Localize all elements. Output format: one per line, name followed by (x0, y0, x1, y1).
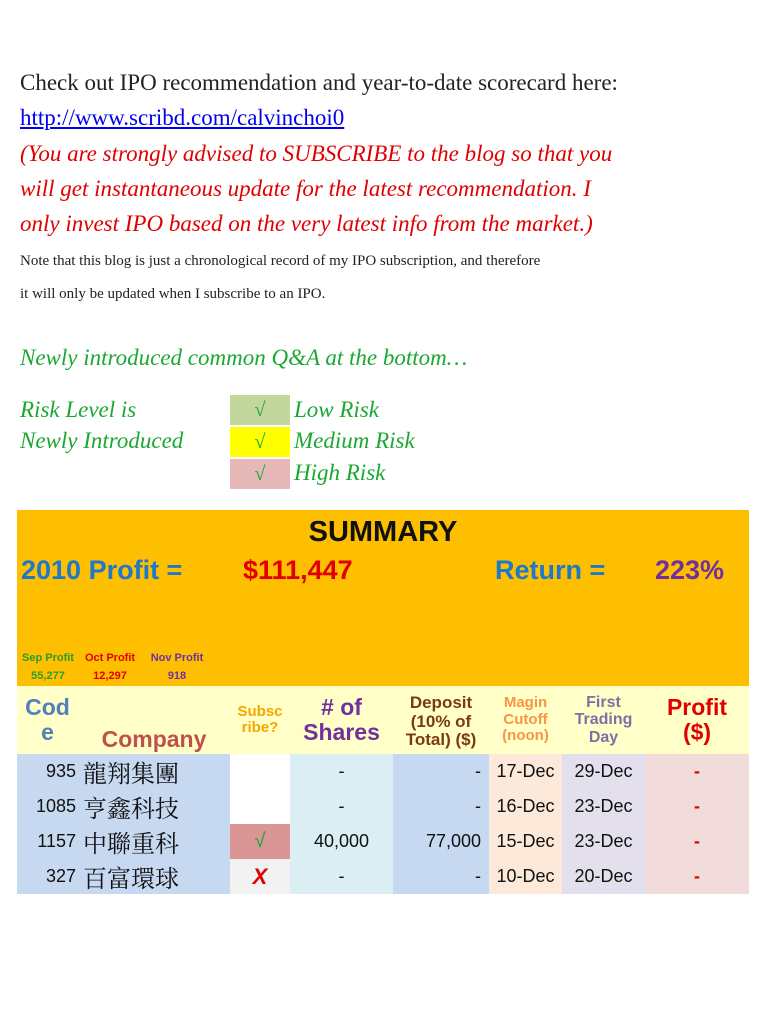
summary-title: SUMMARY (308, 516, 458, 548)
nov-profit-label: Nov Profit (150, 652, 204, 664)
table-row (17, 859, 749, 894)
header-subscribe: Subsc ribe? (237, 702, 283, 736)
nov-profit-value: 918 (167, 670, 187, 682)
cell-profit: - (645, 859, 749, 894)
cell-subscribe: X (230, 859, 290, 894)
advice-line-3: only invest IPO based on the very latest info from the market.) (20, 211, 593, 236)
cell-cutoff: 10-Dec (489, 859, 562, 894)
cell-profit: - (645, 754, 749, 789)
qa-text: Newly introduced common Q&A at the bottom… (20, 345, 468, 370)
cell-code: 1157 (17, 824, 78, 859)
return-label: Return = (495, 555, 606, 585)
oct-profit-label: Oct Profit (84, 652, 136, 664)
low-risk-swatch: √ (230, 395, 290, 425)
profit-label: 2010 Profit = (21, 555, 183, 585)
header-trading-day: First Trading Day (574, 693, 633, 746)
high-risk-swatch: √ (230, 459, 290, 489)
cell-deposit: 77,000 (393, 824, 489, 859)
cell-deposit: - (393, 789, 489, 824)
cell-deposit: - (393, 754, 489, 789)
cell-trading-day: 23-Dec (562, 789, 645, 824)
cell-deposit: - (393, 859, 489, 894)
legend-label-new: Newly Introduced (20, 428, 184, 453)
header-cutoff: Magin Cutoff (noon) (502, 694, 549, 745)
cell-subscribe: √ (230, 824, 290, 859)
table-row (17, 824, 749, 859)
advice-line-2: will get instantaneous update for the latest recommendation. I (20, 176, 591, 201)
header-company: Company (101, 725, 207, 752)
legend-label-risk: Risk Level is (20, 397, 137, 422)
cell-shares: - (290, 754, 393, 789)
medium-risk-label: Medium Risk (294, 428, 415, 453)
cell-subscribe (230, 789, 290, 824)
cell-company: 龍翔集團 (78, 754, 230, 789)
cell-shares: - (290, 859, 393, 894)
header-shares: # of Shares (303, 693, 380, 745)
note-line-1: Note that this blog is just a chronological record of my IPO subscription, and therefore (20, 253, 541, 269)
sep-profit-value: 55,277 (31, 670, 65, 682)
table-header (17, 686, 749, 754)
header-deposit: Deposit (10% of Total) ($) (405, 692, 477, 750)
intro-text: Check out IPO recommendation and year-to-date scorecard here: (20, 70, 618, 95)
table-row (17, 789, 749, 824)
note-line-2: it will only be updated when I subscribe to an IPO. (20, 286, 326, 302)
cell-cutoff: 17-Dec (489, 754, 562, 789)
cell-trading-day: 29-Dec (562, 754, 645, 789)
oct-profit-value: 12,297 (93, 670, 127, 682)
advice-line-1: (You are strongly advised to SUBSCRIBE to the blog so that you (20, 141, 613, 166)
cell-cutoff: 16-Dec (489, 789, 562, 824)
cell-profit: - (645, 824, 749, 859)
high-risk-label: High Risk (294, 460, 386, 485)
cell-company: 亨鑫科技 (78, 789, 230, 824)
cell-shares: - (290, 789, 393, 824)
cell-code: 935 (17, 754, 78, 789)
header-profit: Profit ($) (666, 693, 728, 745)
summary-panel (17, 510, 749, 686)
cell-shares: 40,000 (290, 824, 393, 859)
cell-subscribe (230, 754, 290, 789)
cell-code: 327 (17, 859, 78, 894)
cell-cutoff: 15-Dec (489, 824, 562, 859)
header-code: Cod e (25, 693, 70, 745)
sep-profit-label: Sep Profit (22, 652, 74, 664)
cell-company: 中聯重科 (78, 824, 230, 859)
return-value: 223% (655, 555, 725, 585)
low-risk-label: Low Risk (294, 397, 379, 422)
cell-trading-day: 23-Dec (562, 824, 645, 859)
table-row (17, 754, 749, 789)
cell-trading-day: 20-Dec (562, 859, 645, 894)
medium-risk-swatch: √ (230, 427, 290, 457)
scorecard-link[interactable]: http://www.scribd.com/calvinchoi0 (20, 105, 345, 130)
profit-value: $111,447 (243, 555, 353, 585)
cell-profit: - (645, 789, 749, 824)
cell-code: 1085 (17, 789, 78, 824)
cell-company: 百富環球 (78, 859, 230, 894)
